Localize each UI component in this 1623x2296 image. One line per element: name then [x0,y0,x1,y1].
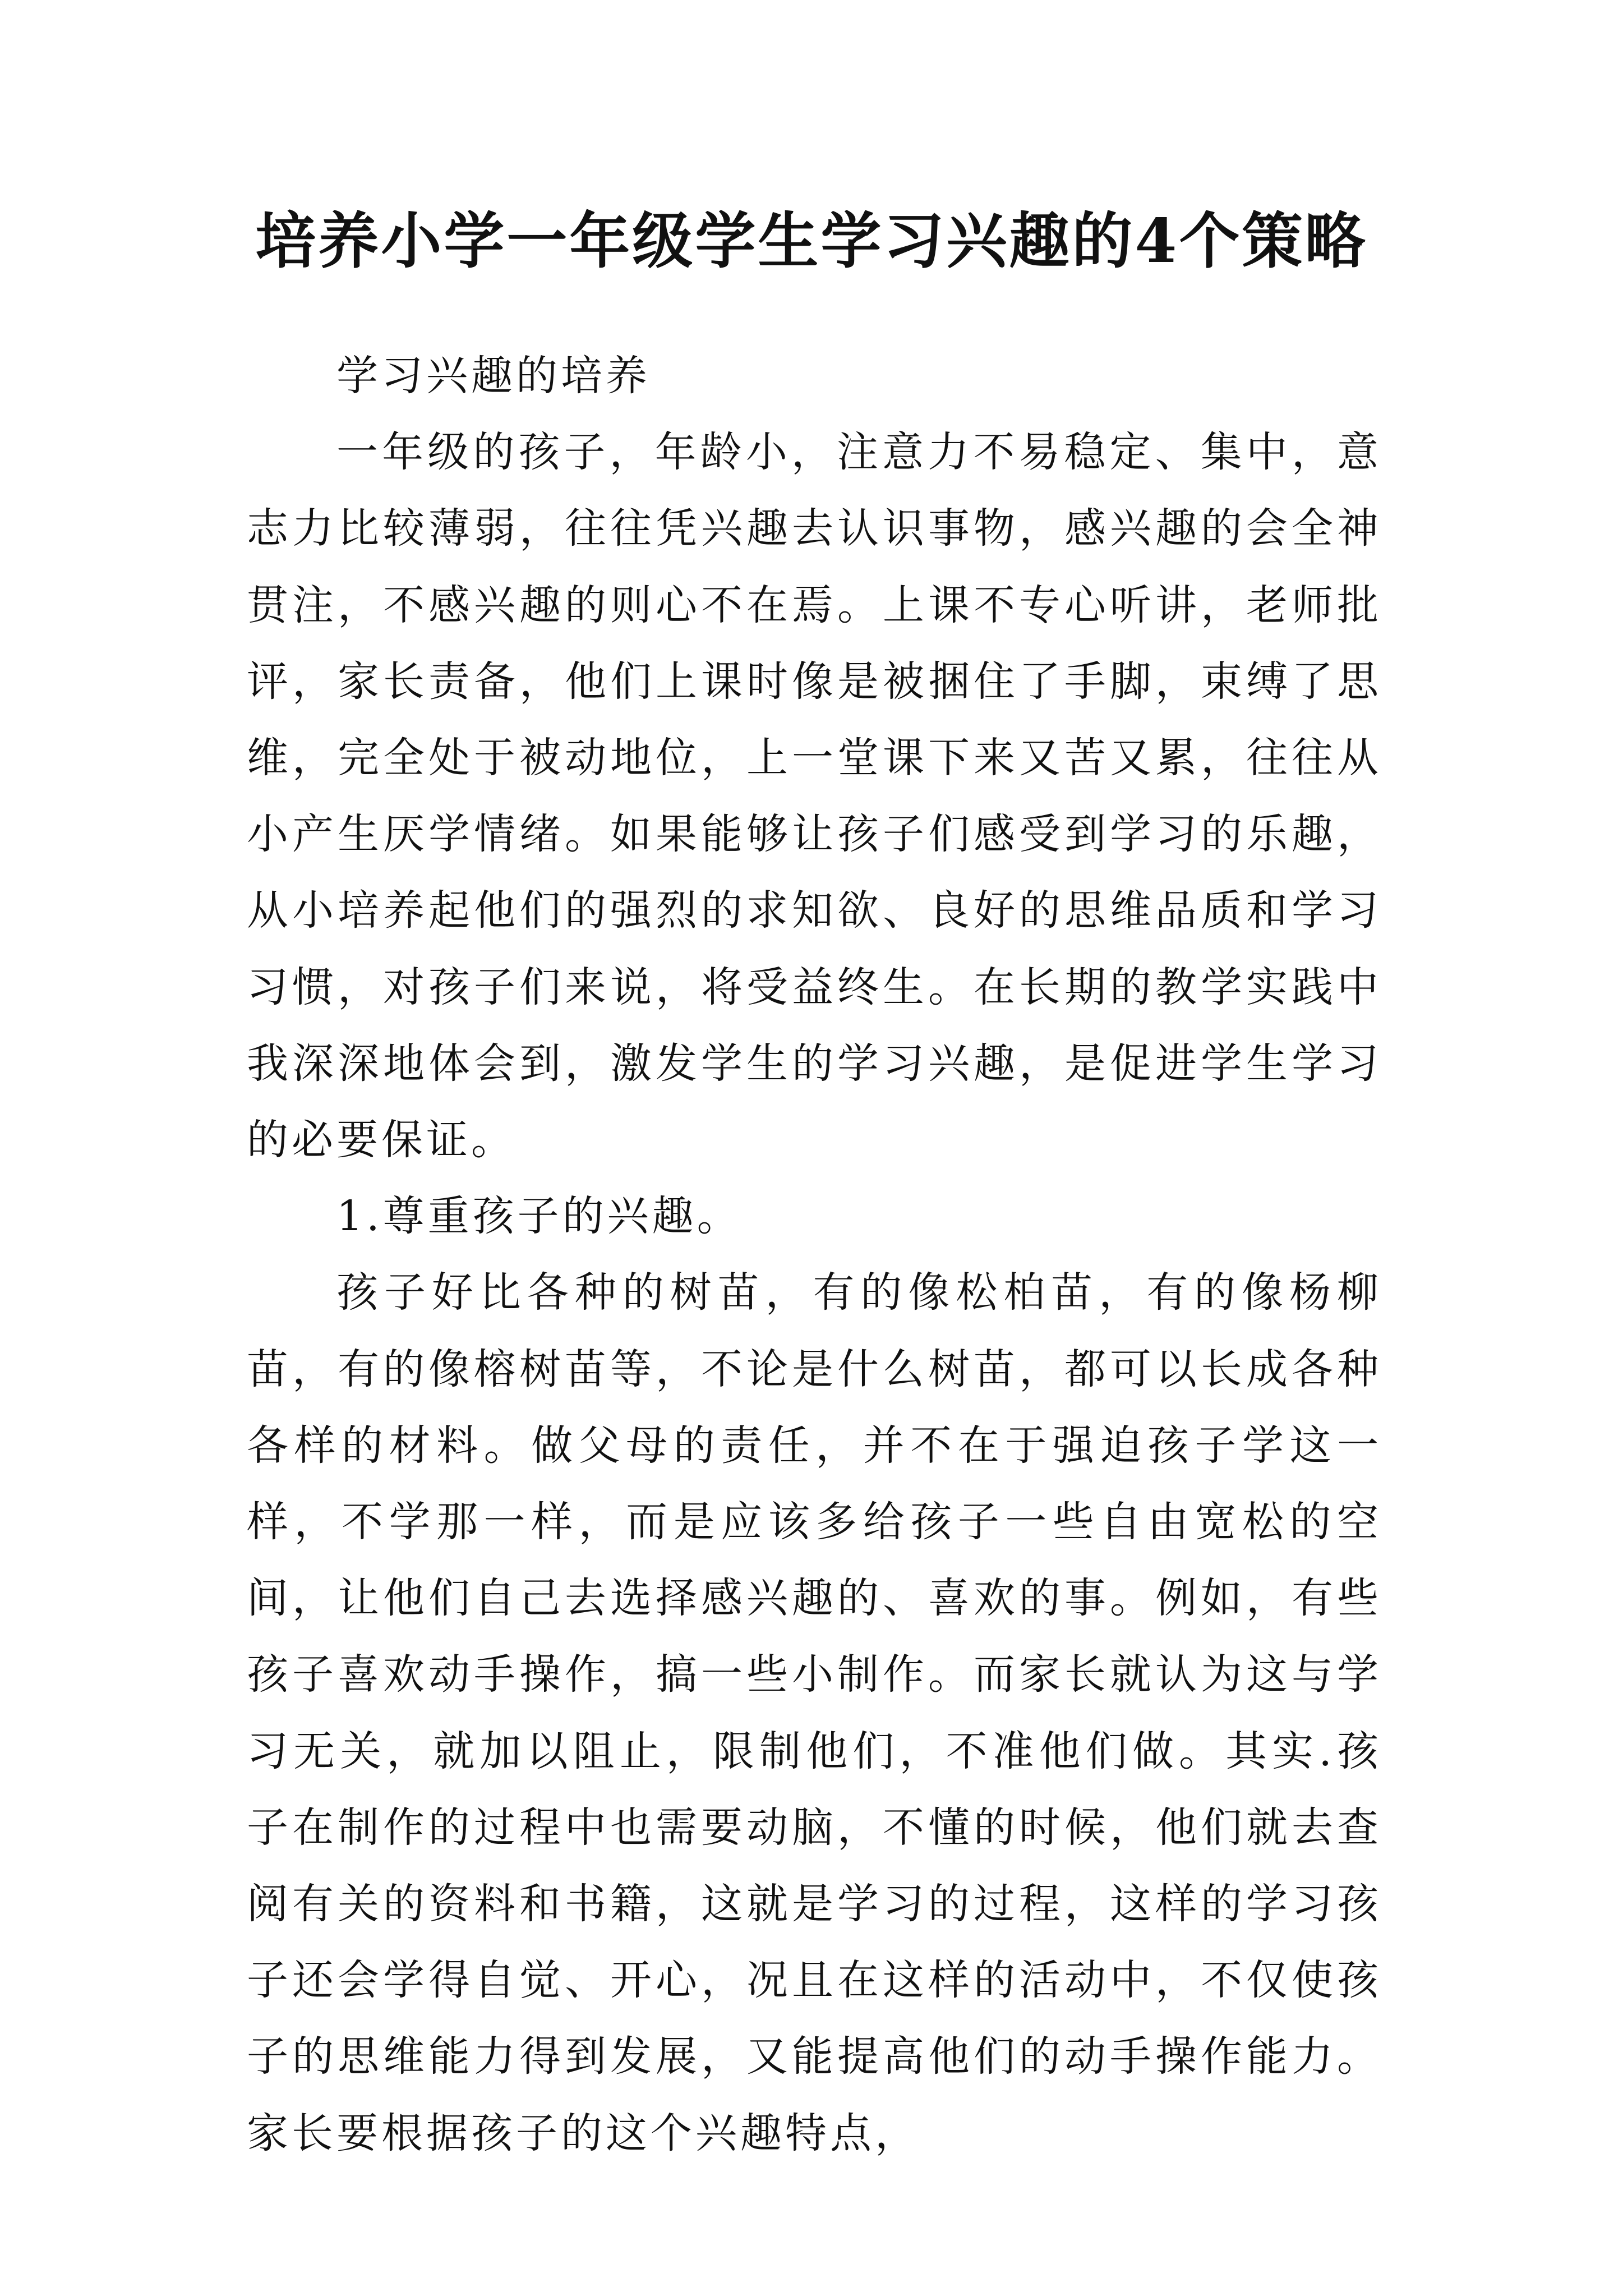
body-paragraph: 一年级的孩子，年龄小，注意力不易稳定、集中，意志力比较薄弱，往往凭兴趣去认识事物，感兴趣的会全神贯注，不感兴趣的则心不在焉。上课不专心听讲，老师批评，家长责备，他们上课时像是被捆住了手脚，束缚了思维，完全处于被动地位，上一堂课下来又苦又累，往往从小产生厌学情绪。如果能够让孩子们感受到学习的乐趣，从小培养起他们的强烈的求知欲、良好的思维品质和学习习惯，对孩子们来说，将受益终生。在长期的教学实践中我深深地体会到，激发学生的学习兴趣，是促进学生学习的必要保证。 [247,428,1382,1165]
section-heading: 学习兴趣的培养 [336,352,651,400]
document-body [247,338,1382,2171]
page-title: 培养小学一年级学生学习兴趣的4个策略 [255,206,1368,277]
body-paragraph: 孩子好比各种的树苗，有的像松柏苗，有的像杨柳苗，有的像榕树苗等，不论是什么树苗，都可以长成各种各样的材料。做父母的责任，并不在于强迫孩子学这一样，不学那一样，而是应该多给孩子一些自由宽松的空间，让他们自己去选择感兴趣的、喜欢的事。例如，有些孩子喜欢动手操作，搞一些小制作。而家长就认为这与学习无关，就加以阻止，限制他们，不准他们做。其实.孩子在制作的过程中也需要动脑，不懂的时候，他们就去查阅有关的资料和书籍，这就是学习的过程，这样的学习孩子还会学得自觉、开心，况且在这样的活动中，不仅使孩子的思维能力得到发展，又能提高他们的动手操作能力。家长要根据孩子的这个兴趣特点， [247,1268,1382,2157]
numbered-heading: 1.尊重孩子的兴趣。 [336,1192,742,1241]
